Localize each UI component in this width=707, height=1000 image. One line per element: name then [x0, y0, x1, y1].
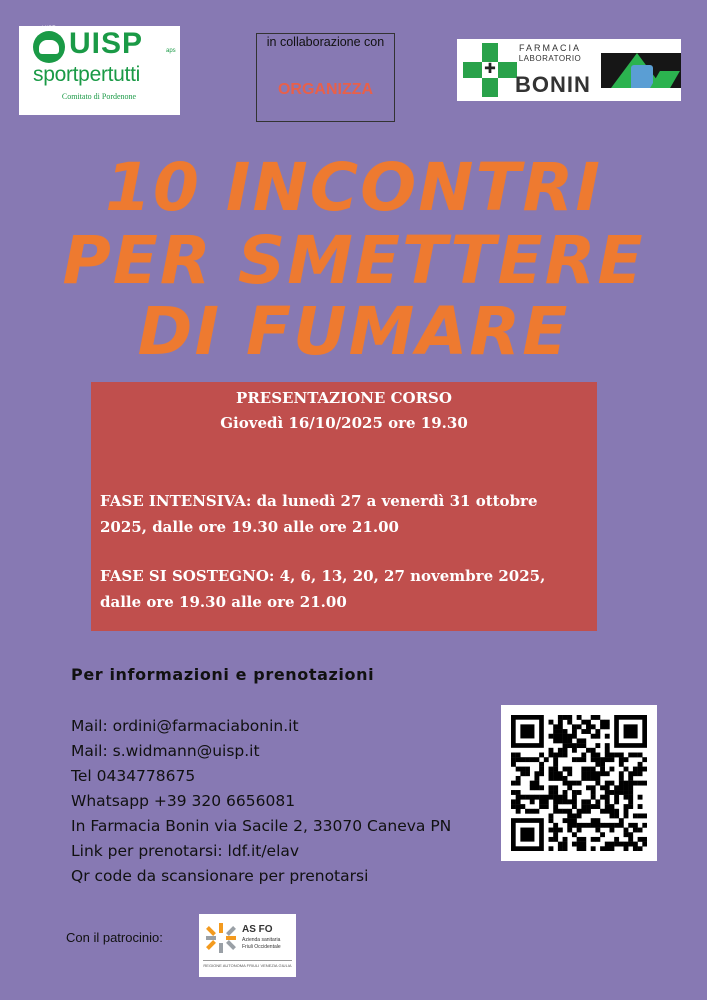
- headline-line-3: DI FUMARE: [137, 293, 570, 370]
- asfo-star-icon: [204, 921, 238, 955]
- contact-mail-1[interactable]: Mail: ordini@farmaciabonin.it: [71, 717, 299, 735]
- patronage-label: Con il patrocinio:: [66, 930, 163, 945]
- asfo-logo: [199, 914, 296, 977]
- info-title: Per informazioni e prenotazioni: [71, 665, 375, 684]
- bonin-logo: [457, 39, 681, 101]
- booking-link[interactable]: Link per prenotarsi: ldf.it/elav: [71, 842, 300, 860]
- asfo-line2: Friuli Occidentale: [242, 944, 281, 950]
- collaboration-label: in collaborazione con: [266, 35, 385, 49]
- bonin-name: BONIN: [515, 72, 591, 97]
- asfo-line1: Azienda sanitaria: [242, 937, 281, 943]
- support-phase: FASE SI SOSTEGNO: 4, 6, 13, 20, 27 novembre 2025, dalle ore 19.30 alle ore 21.00: [100, 567, 546, 611]
- qr-code[interactable]: [501, 705, 657, 861]
- uisp-logo: [19, 26, 180, 115]
- uisp-committee: Comitato di Pordenone: [61, 92, 137, 101]
- course-title: PRESENTAZIONE CORSO: [236, 389, 452, 407]
- laboratory-icon: [601, 53, 681, 88]
- bonin-line1: FARMACIA: [518, 43, 581, 53]
- running-figure-icon: ✚: [484, 61, 496, 77]
- organizer-label: ORGANIZZA: [277, 81, 374, 98]
- uisp-tagline: sportpertutti: [33, 63, 140, 86]
- intensive-phase: FASE INTENSIVA: da lunedì 27 a venerdì 31 ottobre 2025, dalle ore 19.30 alle ore 21.00: [100, 492, 538, 536]
- collaboration-box: [256, 33, 395, 122]
- course-info-box: [91, 382, 597, 631]
- contact-whatsapp[interactable]: Whatsapp +39 320 6656081: [71, 792, 296, 810]
- uisp-ball-icon: [33, 31, 65, 63]
- course-date: Giovedì 16/10/2025 ore 19.30: [220, 414, 468, 432]
- bonin-line2: LABORATORIO: [518, 54, 582, 63]
- asfo-region: REGIONE AUTONOMA FRIULI VENEZIA GIULIA: [203, 960, 292, 968]
- uisp-aps: aps: [166, 48, 176, 54]
- headline-line-1: 10 INCONTRI: [105, 149, 602, 226]
- uisp-name: UISP: [69, 27, 144, 60]
- qr-instruction: Qr code da scansionare per prenotarsi: [71, 867, 369, 885]
- contact-mail-2[interactable]: Mail: s.widmann@uisp.it: [71, 742, 260, 760]
- asfo-name: AS FO: [242, 924, 273, 935]
- headline-line-2: PER SMETTERE: [62, 222, 645, 299]
- contact-address: In Farmacia Bonin via Sacile 2, 33070 Caneva PN: [71, 817, 452, 835]
- contact-phone[interactable]: Tel 0434778675: [71, 767, 196, 785]
- qr-code-icon: [511, 715, 647, 851]
- uisp-ball-text: UISP: [41, 26, 56, 32]
- contact-list: [71, 714, 451, 889]
